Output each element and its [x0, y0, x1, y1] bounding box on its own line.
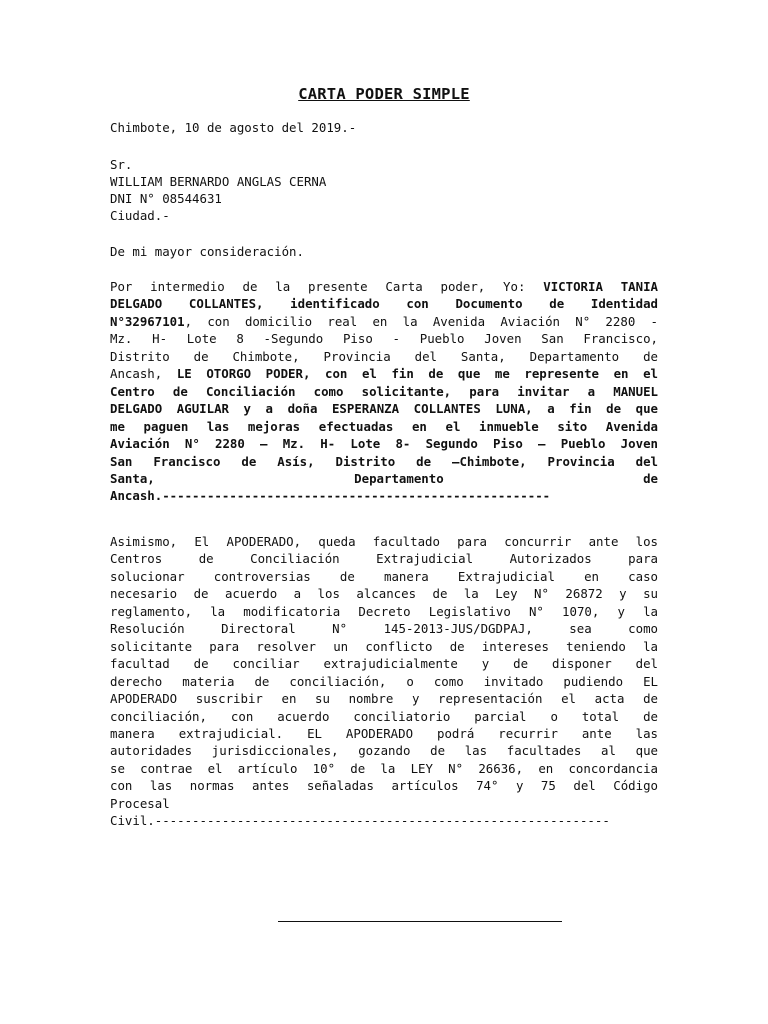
paragraph-line: Civil.------------------------------------------------------------- — [110, 813, 610, 829]
paragraph-line — [110, 435, 658, 452]
bold-line: Aviación N° 2280 – Mz. H- Lote 8- Segundo Piso – Pueblo Joven — [110, 436, 658, 452]
paragraph-line: facultad de conciliar extrajudicialmente y de disponer del — [110, 656, 658, 672]
grantor-dni-number: N°32967101 — [110, 313, 185, 329]
document-title: CARTA PODER SIMPLE — [298, 85, 470, 103]
paragraph-line: manera extrajudicial. EL APODERADO podrá recurrir ante las — [110, 725, 658, 741]
grantor-identification: DELGADO COLLANTES, identificado con Documento de Identidad — [110, 296, 658, 312]
paragraph-line — [110, 278, 658, 295]
paragraph-line — [110, 470, 658, 487]
paragraph-line: solicitante para resolver un conflicto de intereses teniendo la — [110, 638, 658, 654]
paragraph-line: Distrito de Chimbote, Provincia del Santa, Departamento de — [110, 348, 658, 364]
date-line: Chimbote, 10 de agosto del 2019.- — [110, 120, 357, 135]
paragraph-line: Asimismo, El APODERADO, queda facultado para concurrir ante los — [110, 534, 658, 549]
paragraph-line: Mz. H- Lote 8 -Segundo Piso - Pueblo Joven San Francisco, — [110, 331, 658, 347]
signature-line — [278, 921, 562, 922]
paragraph-line: derecho materia de conciliación, o como invitado pudiendo EL — [110, 673, 658, 689]
bold-line: Ancash.---------------------------------------------------- — [110, 488, 551, 504]
paragraph-faculties — [110, 533, 658, 830]
paragraph-line: Resolución Directoral N° 145-2013-JUS/DGDPAJ, sea como — [110, 621, 658, 637]
text-span: Ancash, — [110, 366, 177, 382]
paragraph-line — [110, 453, 658, 470]
grantor-name-part: VICTORIA TANIA — [543, 279, 658, 294]
paragraph-line: se contrae el artículo 10° de la LEY N° 26636, en concordancia — [110, 760, 658, 776]
paragraph-line: Centros de Conciliación Extrajudicial Autorizados para — [110, 551, 658, 567]
paragraph-line: con las normas antes señaladas artículos 74° y 75 del Código — [110, 778, 658, 794]
paragraph-line: APODERADO suscribir en su nombre y representación el acta de — [110, 691, 658, 707]
bold-line: Santa, Departamento de — [110, 470, 658, 486]
paragraph-line — [110, 383, 658, 400]
greeting: De mi mayor consideración. — [110, 244, 304, 259]
bold-line: DELGADO AGUILAR y a doña ESPERANZA COLLANTES LUNA, a fin de que — [110, 401, 658, 417]
bold-line: San Francisco de Asís, Distrito de –Chimbote, Provincia del — [110, 453, 658, 469]
paragraph-line: conciliación, con acuerdo conciliatorio parcial o total de — [110, 708, 658, 724]
bold-line: me paguen las mejoras efectuadas en el inmueble sito Avenida — [110, 418, 658, 434]
paragraph-line — [110, 295, 658, 312]
paragraph-line — [110, 418, 658, 435]
addressee-name: WILLIAM BERNARDO ANGLAS CERNA — [110, 174, 327, 189]
paragraph-line: solucionar controversias de manera Extrajudicial en caso — [110, 568, 658, 584]
paragraph-line — [110, 400, 658, 417]
bold-line: Centro de Conciliación como solicitante, para invitar a MANUEL — [110, 383, 658, 399]
grant-clause: LE OTORGO PODER, con el fin de que me represente en el — [176, 366, 658, 382]
paragraph-line: autoridades jurisdiccionales, gozando de las facultades al que — [110, 743, 658, 759]
paragraph-line — [110, 313, 658, 330]
addressee-salutation: Sr. — [110, 157, 133, 172]
text-span: , con domicilio real en la Avenida Aviación N° 2280 - — [184, 313, 658, 329]
addressee-dni: DNI N° 08544631 — [110, 191, 222, 206]
paragraph-line — [110, 365, 658, 382]
paragraph-line: necesario de acuerdo a los alcances de la Ley N° 26872 y su — [110, 586, 658, 602]
paragraph-line: Procesal — [110, 795, 170, 811]
paragraph-line: reglamento, la modificatoria Decreto Legislativo N° 1070, y la — [110, 603, 658, 619]
paragraph-power-of-attorney — [110, 278, 658, 505]
text-span: Por intermedio de la presente Carta poder, Yo: — [110, 279, 544, 294]
paragraph-line — [110, 487, 658, 504]
addressee-city: Ciudad.- — [110, 208, 170, 223]
